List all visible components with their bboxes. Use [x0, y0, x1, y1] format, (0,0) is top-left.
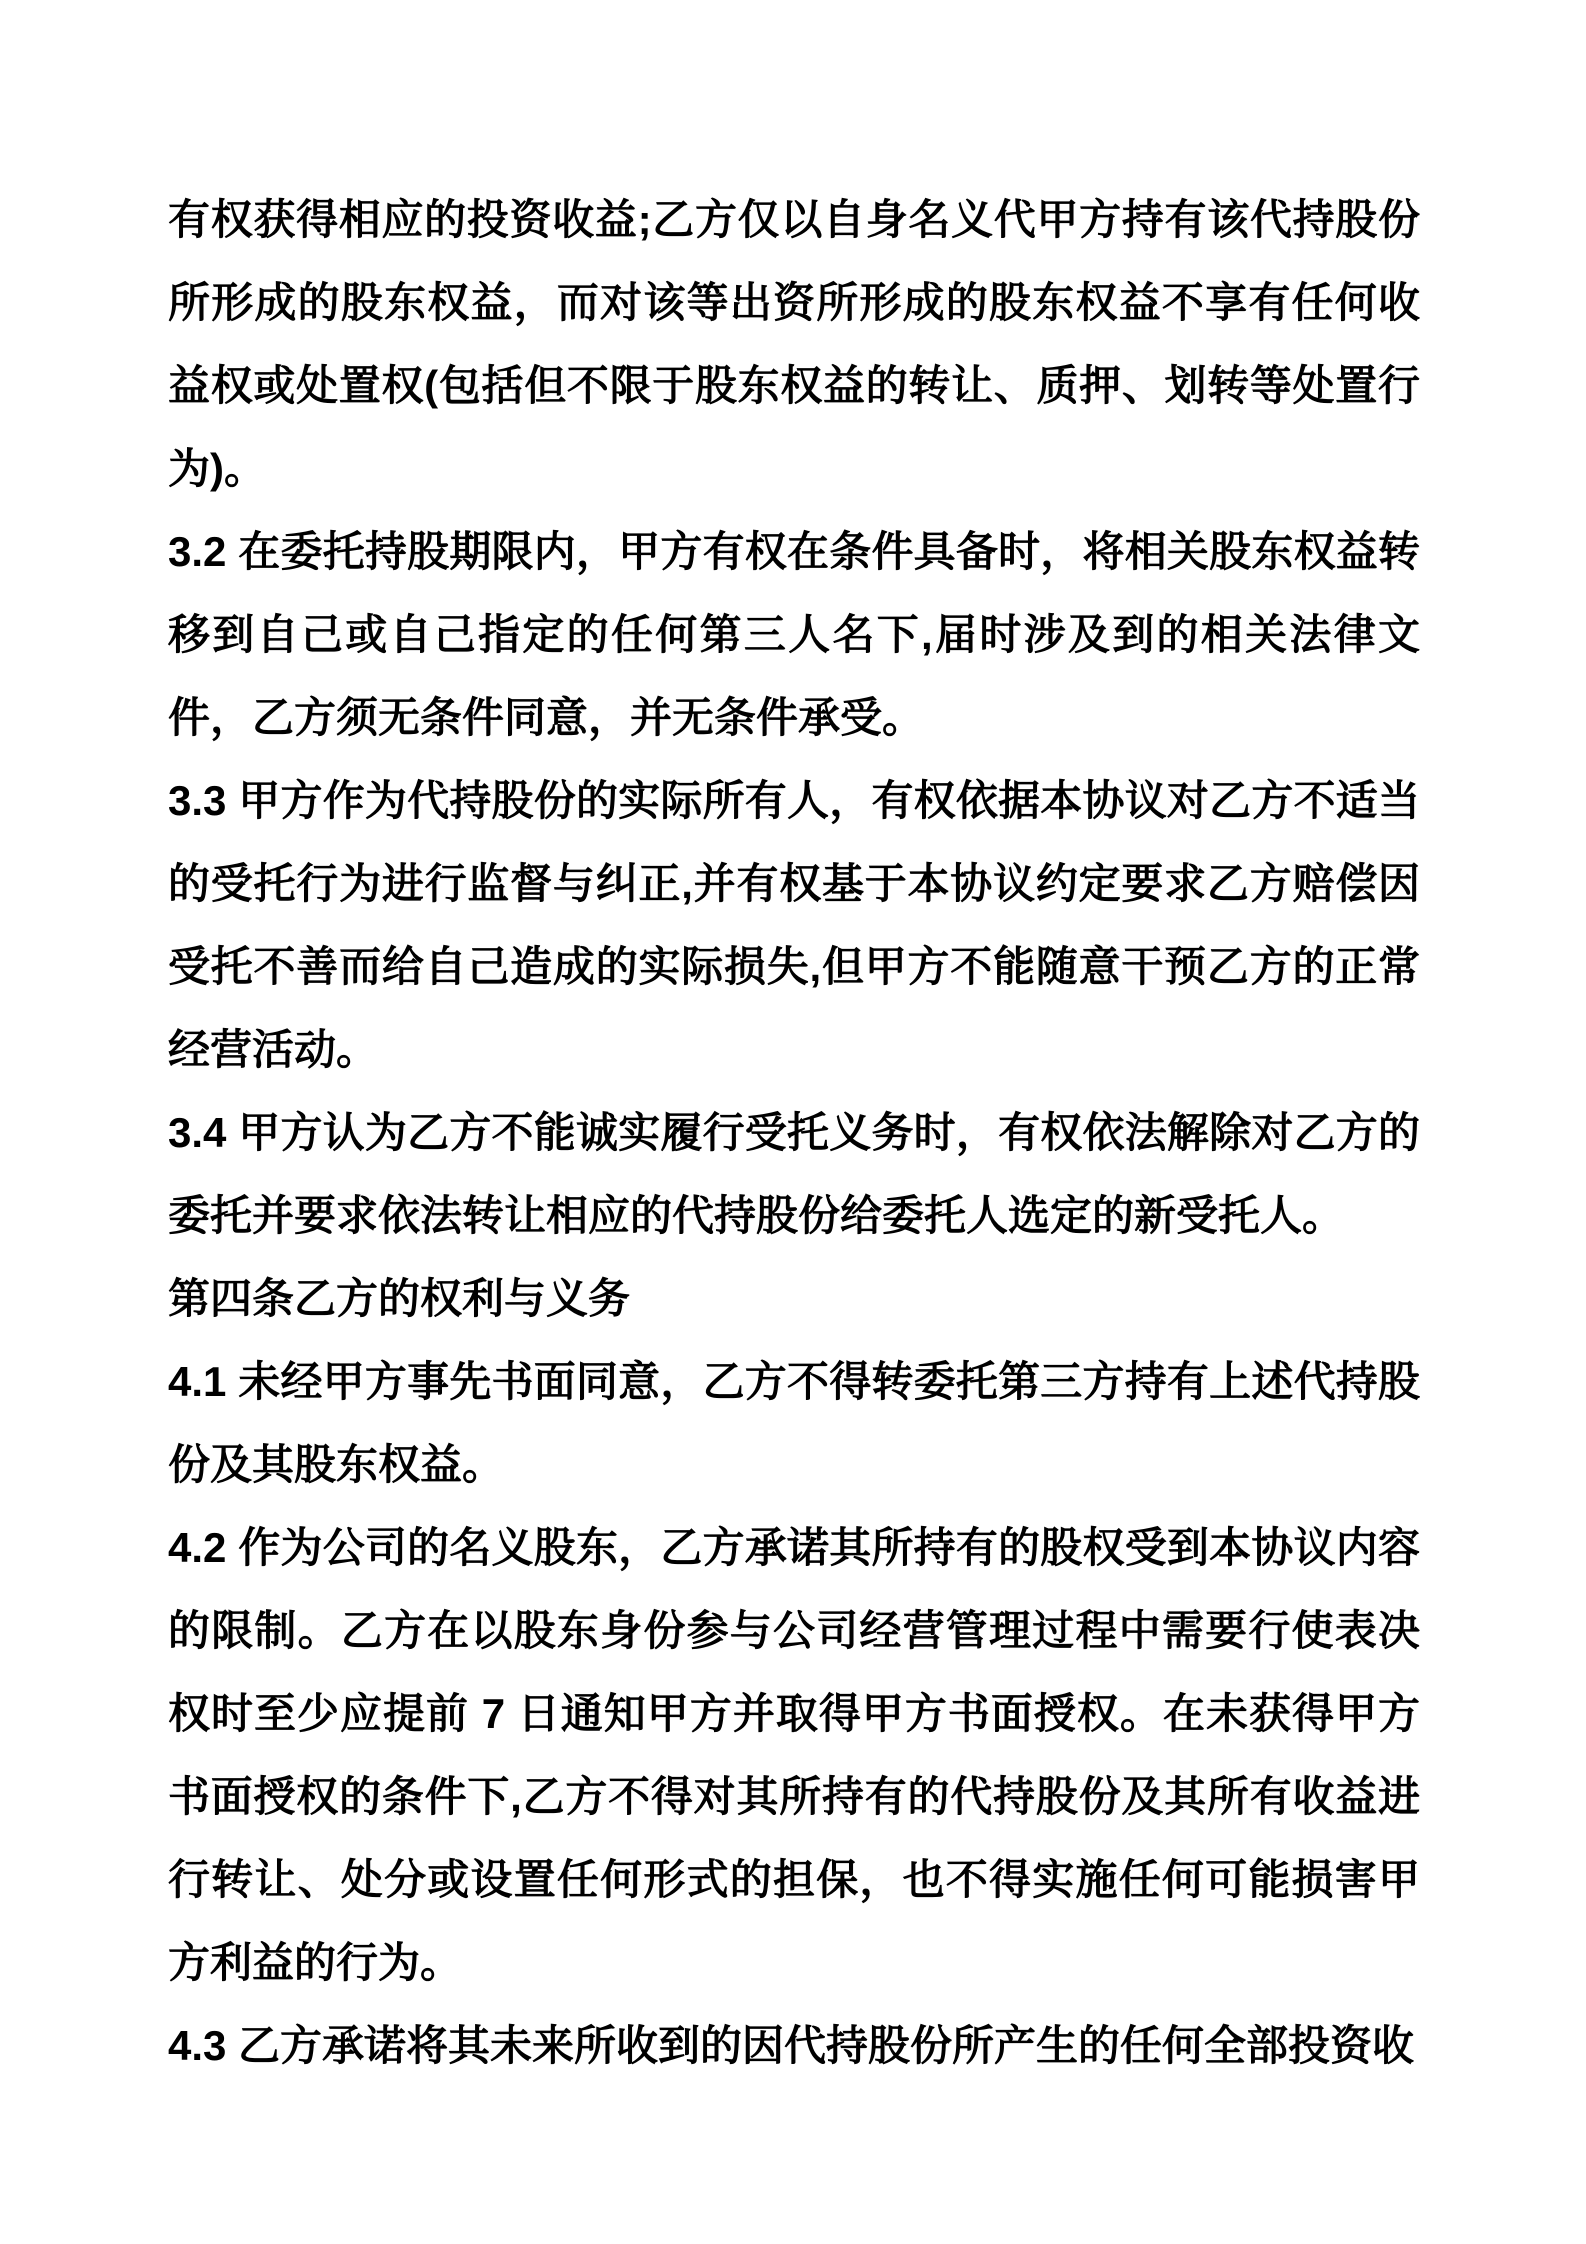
paragraph-clause-4-2: 4.2 作为公司的名义股东，乙方承诺其所持有的股权受到本协议内容的限制。乙方在以股东身份参与公司经营管理过程中需要行使表决权时至少应提前 7 日通知甲方并取得甲方书面授权。在未获得甲方书面授权的条件下,乙方不得对其所持有的代持股份及其所有收益进行转让、处分或设置任何形式的担保，也不得实施任何可能损害甲方利益的行为。 [168, 1524, 1420, 1986]
paragraph-clause-3-3: 3.3 甲方作为代持股份的实际所有人，有权依据本协议对乙方不适当的受托行为进行监督与纠正,并有权基于本协议约定要求乙方赔偿因受托不善而给自己造成的实际损失,但甲方不能随意干预乙方的正常经营活动。 [168, 777, 1420, 1073]
paragraph-clause-3-1-continuation: 有权获得相应的投资收益;乙方仅以自身名义代甲方持有该代持股份所形成的股东权益，而对该等出资所形成的股东权益不享有任何收益权或处置权(包括但不限于股东权益的转让、质押、划转等处置行为)。 [168, 196, 1420, 492]
paragraph-clause-3-2: 3.2 在委托持股期限内，甲方有权在条件具备时，将相关股东权益转移到自己或自己指定的任何第三人名下,届时涉及到的相关法律文件，乙方须无条件同意，并无条件承受。 [168, 528, 1420, 741]
paragraph-clause-4-3-partial: 4.3 乙方承诺将其未来所收到的因代持股份所产生的任何全部投资收 [168, 2022, 1415, 2069]
paragraph-clause-4-1: 4.1 未经甲方事先书面同意，乙方不得转委托第三方持有上述代持股份及其股东权益。 [168, 1358, 1420, 1488]
paragraph-clause-3-4: 3.4 甲方认为乙方不能诚实履行受托义务时，有权依法解除对乙方的委托并要求依法转让相应的代持股份给委托人选定的新受托人。 [168, 1109, 1420, 1239]
heading-article-4: 第四条乙方的权利与义务 [168, 1275, 631, 1322]
document-body [168, 178, 1420, 2087]
